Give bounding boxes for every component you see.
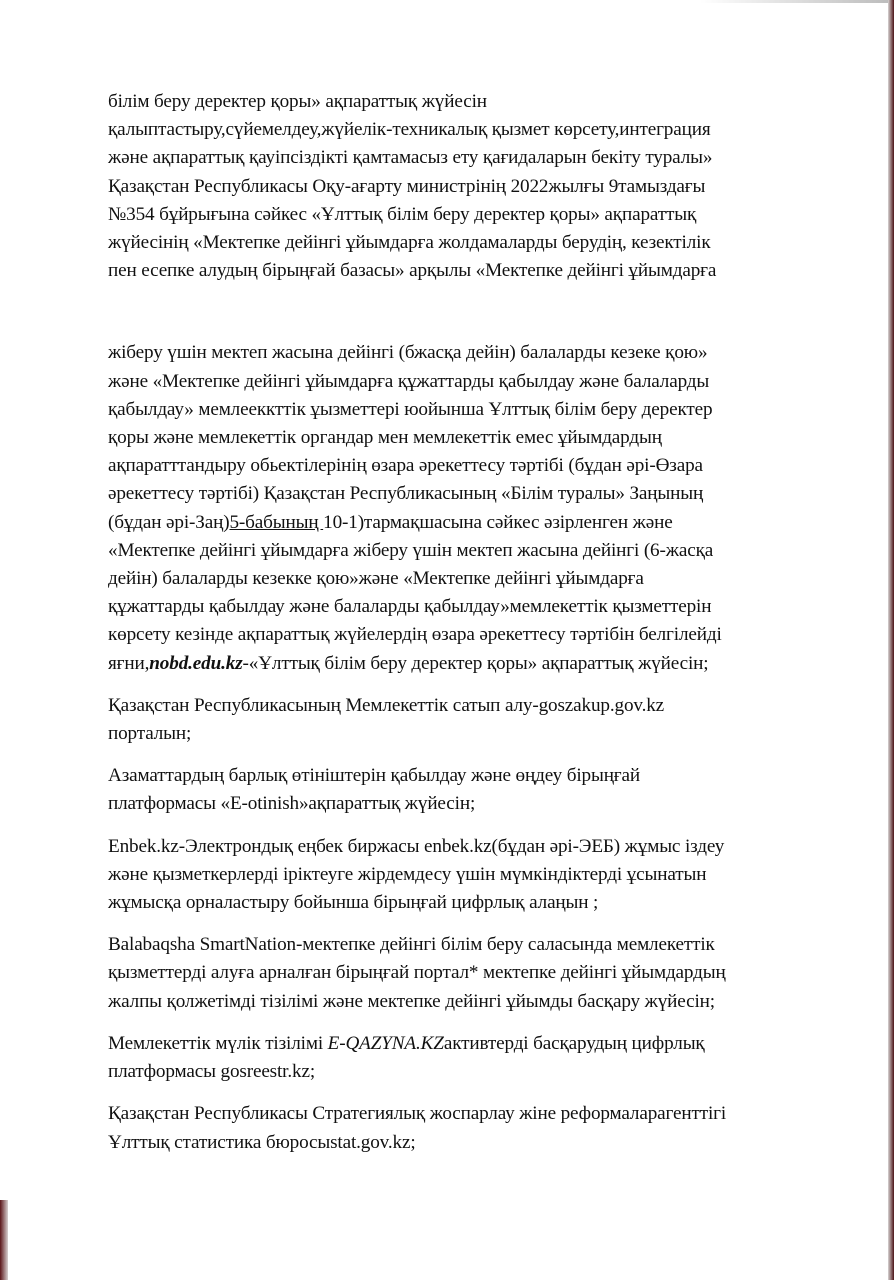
list-item-enbek [108, 833, 808, 918]
list-item-e-otinish [108, 762, 808, 818]
text-line: қабылдау» мемлееккттік ұызметтері юойынша Ұлттық білім беру деректер [108, 398, 713, 420]
paragraph-main [108, 339, 808, 677]
text-line: жұмысқа орналастыру бойынша бірыңғай цифрлық алаңын ; [108, 892, 599, 914]
text-line: білім беру деректер қоры» ақпараттық жүйесін [108, 91, 487, 112]
paper-edge-right [888, 0, 894, 1280]
text-segment: Мемлекеттік мүлік тізілімі [108, 1032, 328, 1054]
paper-edge-top [700, 0, 888, 3]
text-line: Қазақстан Республикасының Мемлекеттік сатып алу-goszakup.gov.kz [108, 694, 665, 716]
text-line: Ұлттық статистика бюросыstat.gov.kz; [108, 1131, 416, 1153]
text-line [108, 650, 808, 678]
paragraph-intro [108, 88, 808, 285]
text-line [108, 509, 808, 537]
text-line: платформасы gosreestr.kz; [108, 1061, 316, 1083]
text-line: платформасы «E-otinish»ақпараттық жүйесін; [108, 793, 476, 815]
text-line: қалыптастыру,сүйемелдеу,жүйелік-техникалық қызмет көрсету,интеграция [108, 119, 711, 141]
text-line: Азаматтардың барлық өтініштерін қабылдау және өңдеу бірыңғай [108, 765, 641, 787]
text-line: және қызметкерлерді іріктеуге жірдемдесу үшін мүмкіндіктерді ұсынатын [108, 863, 707, 885]
text-line: ақпаратттандыру обьектілерінің өзара әрекеттесу тәртібі (бұдан әрі-Өзара [108, 455, 703, 477]
text-line: жалпы қолжетімді тізілімі және мектепке дейінгі ұйымды басқару жүйесін; [108, 990, 715, 1012]
text-line: пен есепке алудың бірыңғай базасы» арқылы «Мектепке дейінгі ұйымдарға [108, 260, 717, 282]
text-line [108, 1030, 808, 1058]
law-article-reference: 5-бабының [229, 511, 324, 533]
text-line: қоры және мемлекеттік органдар мен мемлекеттік емес ұйымдардың [108, 427, 662, 449]
text-segment: -«Ұлттық білім беру деректер қоры» ақпараттық жүйесін; [242, 652, 709, 674]
list-item-goszakup [108, 692, 808, 748]
list-item-balabaqsha [108, 931, 808, 1016]
text-line: құжаттарды қабылдау және балаларды қабылдау»мемлекеттік қызметтерін [108, 596, 712, 618]
nobd-link-text: nobd.edu.kz [149, 652, 243, 674]
text-line: жүйесінің «Мектепке дейінгі ұйымдарға жолдамаларды берудің, кезектілік [108, 232, 711, 254]
list-item-e-qazyna [108, 1030, 808, 1086]
text-line: қызметтерді алуға арналған бірыңғай портал* мектепке дейінгі ұйымдардың [108, 962, 726, 984]
document-page [108, 88, 808, 1171]
blank-gap [108, 285, 808, 339]
text-line: дейін) балаларды кезекке қою»және «Мектепке дейінгі ұйымдарға [108, 568, 644, 590]
text-line: әрекеттесу тәртібі) Қазақстан Республикасының «Білім туралы» Заңының [108, 483, 704, 505]
list-item-stat [108, 1100, 808, 1156]
text-segment: яғни, [108, 652, 150, 674]
text-line: №354 бұйрығына сәйкес «Ұлттық білім беру деректер қоры» ақпараттық [108, 203, 697, 225]
text-line: Қазақстан Республикасы Оқу-ағарту министрінің 2022жылғы 9тамыздағы [108, 175, 706, 197]
text-line: және ақпараттық қауіпсіздікті қамтамасыз ету қағидаларын бекіту туралы» [108, 147, 713, 169]
text-line: және «Мектепке дейінгі ұйымдарға құжаттарды қабылдау және балаларды [108, 370, 710, 392]
text-line: көрсету кезінде ақпараттық жүйелердің өзара әрекеттесу тәртібін белгілейді [108, 624, 722, 646]
text-line: «Мектепке дейінгі ұйымдарға жіберу үшін мектеп жасына дейінгі (6-жасқа [108, 539, 714, 561]
text-line: Enbek.kz-Электрондық еңбек биржасы enbek.kz(бұдан әрі-ЭЕБ) жұмыс іздеу [108, 835, 725, 857]
text-line: жіберу үшін мектеп жасына дейінгі (бжасқа дейін) балаларды кезеке қою» [108, 342, 708, 364]
paper-edge-left [0, 1200, 8, 1280]
text-segment: активтерді басқарудың цифрлық [443, 1032, 705, 1054]
text-line: Қазақстан Республикасы Стратегиялық жоспарлау жіне реформаларагенттігі [108, 1103, 727, 1125]
e-qazyna-name: E-QAZYNA.KZ [327, 1032, 444, 1054]
text-line: Balabaqsha SmartNation-мектепке дейінгі білім беру саласында мемлекеттік [108, 934, 715, 956]
text-line: порталын; [108, 723, 192, 745]
text-segment: 10-1)тармақшасына сәйкес әзірленген және [323, 511, 673, 533]
text-segment: (бұдан әрі-Заң) [108, 511, 230, 533]
